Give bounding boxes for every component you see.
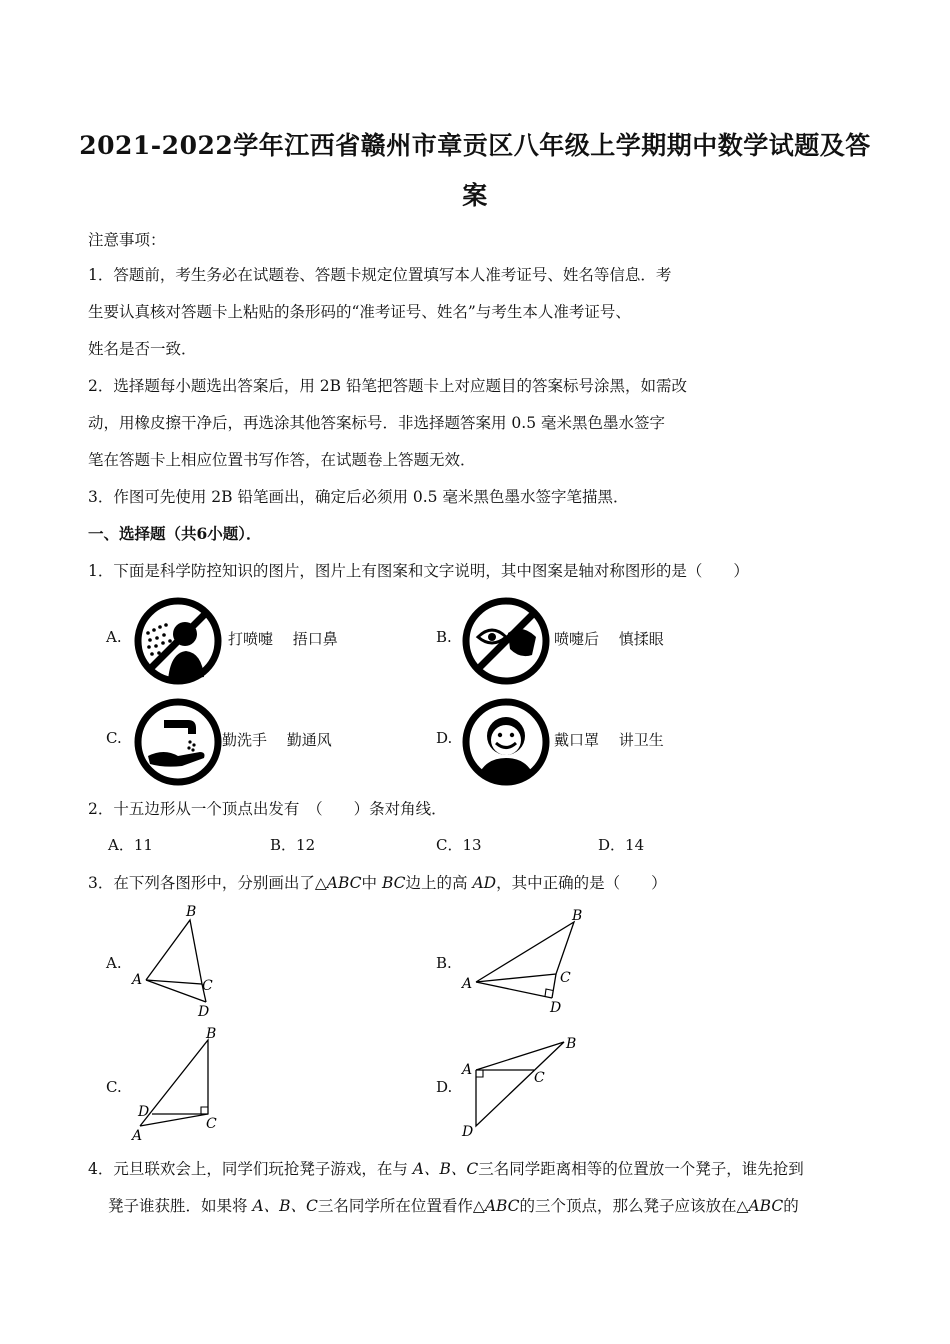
q4-line2: 凳子谁获胜．如果将 A、B、C三名同学所在位置看作△ABC的三个顶点，那么凳子应该放在△ABC的 — [108, 1197, 799, 1215]
no-eye-rubbing-icon — [462, 597, 550, 685]
notice-line: 生要认真核对答题卡上粘贴的条形码的“准考证号、姓名”与考生本人准考证号、 — [88, 303, 631, 321]
q3-option-a-letter[interactable]: A. — [106, 954, 122, 972]
q3-figure-c — [126, 1024, 236, 1146]
point-label-c: C — [202, 978, 213, 994]
point-label-d: D — [550, 1000, 562, 1016]
q3-option-b-letter[interactable]: B. — [436, 954, 452, 972]
q3-option-c-letter[interactable]: C. — [106, 1078, 122, 1096]
face-mask-icon — [462, 698, 550, 786]
q2-option-d[interactable]: D．14 — [598, 836, 645, 854]
notice-line: 姓名是否一致． — [88, 340, 197, 358]
point-label-a: A — [132, 1128, 143, 1144]
point-label-a: A — [462, 976, 473, 992]
q2-stem: 2．十五边形从一个顶点出发有 （ ）条对角线． — [88, 800, 447, 818]
notice-heading: 注意事项： — [88, 231, 166, 249]
notice-line: 3．作图可先使用 2B 铅笔画出，确定后必须用 0.5 毫米黑色墨水签字笔描黑． — [88, 488, 629, 506]
q1-stem: 1．下面是科学防控知识的图片，图片上有图案和文字说明，其中图案是轴对称图形的是（ ） — [88, 562, 749, 580]
q1-option-b-letter[interactable]: B. — [436, 628, 452, 646]
hand-washing-icon — [134, 698, 222, 786]
q3-stem: 3．在下列各图形中，分别画出了△ABC中 BC边上的高 AD，其中正确的是（ ） — [88, 874, 667, 892]
point-label-b: B — [186, 904, 197, 920]
q2-option-c[interactable]: C．13 — [436, 836, 482, 854]
q3-figure-b — [456, 904, 606, 1020]
point-label-c: C — [206, 1116, 217, 1132]
point-label-b: B — [572, 908, 583, 924]
point-label-a: A — [132, 972, 143, 988]
q1-option-d-letter[interactable]: D. — [436, 729, 453, 747]
page-title-line2: 案 — [462, 181, 488, 210]
q1-option-a-caption: 打喷嚏 捂口鼻 — [228, 630, 338, 648]
q3-option-d-letter[interactable]: D. — [436, 1078, 453, 1096]
point-label-a: A — [462, 1062, 473, 1078]
q3-figure-d — [456, 1030, 596, 1144]
q4-line1: 4．元旦联欢会上，同学们玩抢凳子游戏，在与 A、B、C三名同学距离相等的位置放一个凳子，谁先抢到 — [88, 1160, 804, 1178]
point-label-b: B — [566, 1036, 577, 1052]
point-label-d: D — [462, 1124, 474, 1140]
notice-line: 1．答题前，考生务必在试题卷、答题卡规定位置填写本人准考证号、姓名等信息．考 — [88, 266, 672, 284]
point-label-b: B — [206, 1026, 217, 1042]
point-label-d: D — [138, 1104, 150, 1120]
q1-option-d-caption: 戴口罩 讲卫生 — [554, 731, 664, 749]
q2-option-b[interactable]: B．12 — [270, 836, 316, 854]
q2-option-a[interactable]: A．11 — [108, 836, 153, 854]
notice-line: 笔在答题卡上相应位置书写作答，在试题卷上答题无效． — [88, 451, 476, 469]
q1-option-b-caption: 喷嚏后 慎揉眼 — [554, 630, 664, 648]
point-label-d: D — [198, 1004, 210, 1020]
q1-option-c-letter[interactable]: C. — [106, 729, 122, 747]
q1-option-c-caption: 勤洗手 勤通风 — [222, 731, 332, 749]
notice-line: 2．选择题每小题选出答案后，用 2B 铅笔把答题卡上对应题目的答案标号涂黑，如需改 — [88, 377, 687, 395]
q1-option-a-letter[interactable]: A. — [106, 628, 122, 646]
point-label-c: C — [560, 970, 571, 986]
point-label-c: C — [534, 1070, 545, 1086]
sneeze-cover-icon — [134, 597, 222, 685]
page-title-line1: 2021-2022学年江西省赣州市章贡区八年级上学期期中数学试题及答 — [79, 131, 871, 160]
q3-figure-a — [126, 898, 236, 1022]
section-heading: 一、选择题（共6小题）． — [88, 524, 262, 543]
notice-line: 动，用橡皮擦干净后，再选涂其他答案标号．非选择题答案用 0.5 毫米黑色墨水签字 — [88, 414, 666, 432]
